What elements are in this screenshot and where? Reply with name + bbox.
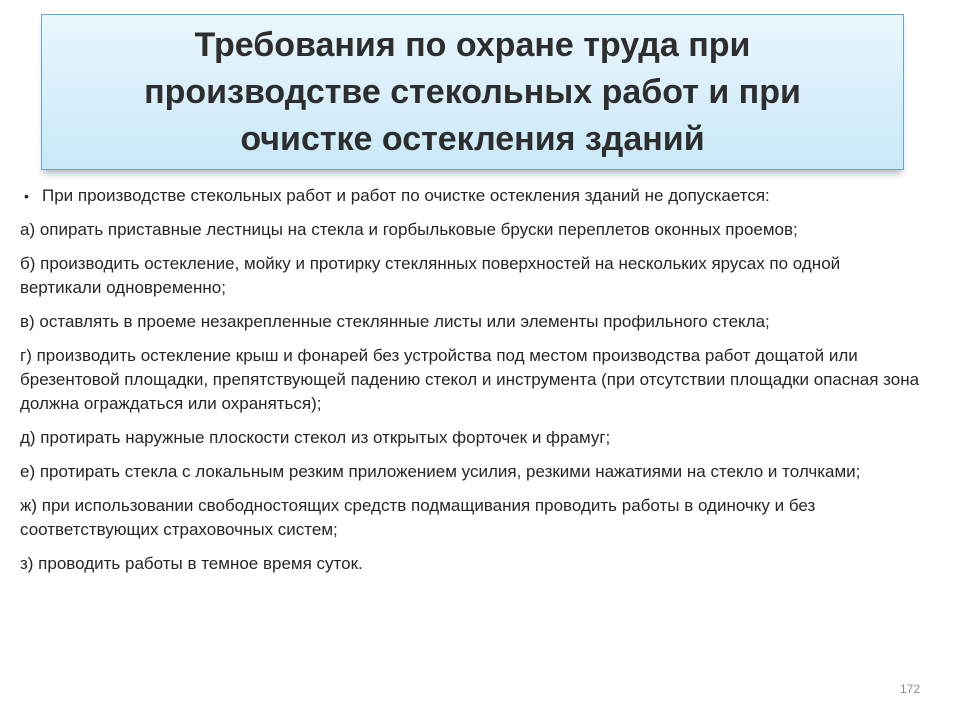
list-item-b: б) производить остекление, мойку и протирку стеклянных поверхностей на нескольких ярусах по одной вертикали одновременно; [20,254,841,297]
list-item-z: з) проводить работы в темное время суток. [20,554,363,573]
title-box [41,14,904,170]
list-item-a: а) опирать приставные лестницы на стекла и горбыльковые бруски переплетов оконных проемов; [20,220,798,239]
slide-title: Требования по охране труда при производстве стекольных работ и при очистке остекления зданий [144,25,801,158]
bullet-icon: • [24,188,29,204]
slide-content [20,184,920,586]
list-item-g: г) производить остекление крыш и фонарей без устройства под местом производства работ дощатой или брезентовой площадки, препятствующей падению стекол и инструмента (при отсутствии площадки опасная зона должна ограждаться или охраняться); [20,346,920,413]
list-item-zh: ж) при использовании свободностоящих средств подмащивания проводить работы в одиночку и без соответствующих страховочных систем; [20,496,816,539]
intro-text: При производстве стекольных работ и работ по очистке остекления зданий не допускается: [42,186,770,205]
list-item-e: е) протирать стекла с локальным резким приложением усилия, резкими нажатиями на стекло и толчками; [20,462,861,481]
list-item-v: в) оставлять в проеме незакрепленные стеклянные листы или элементы профильного стекла; [20,312,770,331]
intro-paragraph [20,184,920,208]
slide-number: 172 [899,682,920,696]
list-item-d: д) протирать наружные плоскости стекол из открытых форточек и фрамуг; [20,428,611,447]
